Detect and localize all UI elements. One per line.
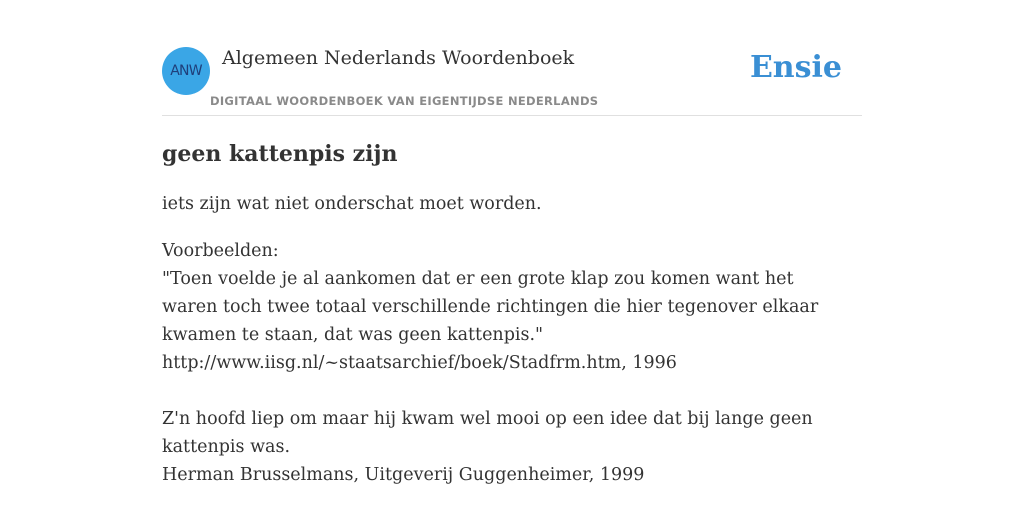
site-title[interactable]: Algemeen Nederlands Woordenboek — [222, 47, 575, 69]
example-spacer — [162, 377, 852, 405]
entry-headword: geen kattenpis zijn — [162, 141, 398, 167]
site-header — [162, 44, 862, 116]
entry-content — [162, 134, 852, 489]
example-quote: Z'n hoofd liep om maar hij kwam wel mooi op een idee dat bij lange geen kattenpis was. — [162, 409, 813, 457]
logo-text: ANW — [170, 63, 202, 79]
example-source: Herman Brusselmans, Uitgeverij Guggenheimer, 1999 — [162, 465, 645, 485]
example-quote: "Toen voelde je al aankomen dat er een grote klap zou komen want het waren toch twee totaal verschillende richtingen die hier tegenover elkaar kwamen te staan, dat was geen kattenpis." — [162, 269, 819, 345]
examples-label: Voorbeelden: — [162, 241, 279, 261]
examples-section — [162, 237, 852, 489]
anw-logo[interactable] — [162, 47, 210, 95]
example-source: http://www.iisg.nl/~staatsarchief/boek/Stadfrm.htm, 1996 — [162, 353, 677, 373]
ensie-brand-link[interactable]: Ensie — [749, 50, 842, 85]
site-subtitle: DIGITAAL WOORDENBOEK VAN EIGENTIJDSE NEDERLANDS — [210, 94, 599, 108]
entry-definition: iets zijn wat niet onderschat moet worden. — [162, 194, 542, 214]
